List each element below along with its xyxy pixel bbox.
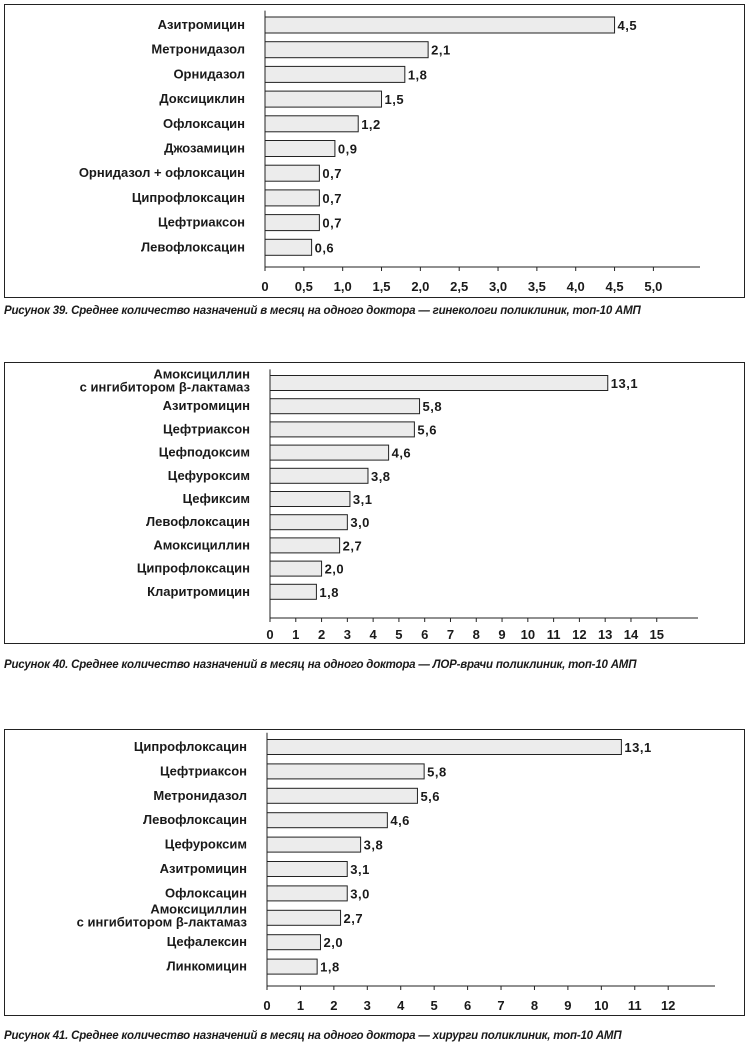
category-label: Ципрофлоксацин	[133, 739, 247, 754]
category-label: Орнидазол	[173, 66, 245, 82]
x-tick-label: 8	[472, 627, 480, 642]
chart-panel-40	[4, 362, 745, 644]
data-label: 3,8	[363, 837, 384, 853]
bar	[270, 468, 368, 483]
data-label: 3,0	[350, 886, 370, 902]
data-label: 0,7	[322, 166, 342, 182]
category-label: Кларитромицин	[147, 583, 250, 599]
category-label: Цефалексин	[166, 934, 247, 950]
x-tick-label: 11	[627, 998, 642, 1013]
data-label: 13,1	[610, 376, 639, 391]
category-label: Левофлоксацин	[141, 239, 245, 255]
category-label: Цефтриаксон	[158, 214, 245, 230]
data-label: 13,1	[624, 740, 652, 755]
data-label: 2,1	[431, 42, 451, 58]
bar	[267, 788, 417, 803]
chart-panel-39	[4, 4, 745, 298]
category-label: Азитромицин	[162, 398, 250, 414]
bar	[267, 886, 347, 901]
bar	[265, 42, 428, 58]
x-tick-label: 1,0	[333, 279, 352, 294]
x-tick-label: 9	[498, 627, 506, 642]
chart-caption-40: Рисунок 40. Среднее количество назначений в месяц на одного доктора — ЛОР-врачи поликлиник, топ-10 АМП	[4, 659, 637, 671]
chart-svg-41	[5, 730, 746, 1017]
category-label: Цефиксим	[182, 491, 250, 506]
x-tick-label: 0	[266, 627, 274, 642]
x-tick-label: 5	[430, 998, 438, 1013]
data-label: 5,6	[420, 788, 441, 804]
data-label: 1,8	[319, 584, 339, 600]
bar	[265, 17, 615, 33]
category-label: Амоксициллин	[150, 901, 247, 917]
x-tick-label: 13	[597, 627, 613, 642]
x-tick-label: 1	[296, 998, 305, 1013]
bar	[265, 141, 335, 157]
data-label: 4,5	[617, 18, 638, 33]
data-label: 0,7	[322, 190, 342, 206]
chart-caption-41: Рисунок 41. Среднее количество назначений в месяц на одного доктора — хирурги поликлиник, топ-10 АМП	[4, 1030, 622, 1042]
x-tick-label: 12	[572, 627, 587, 642]
category-label: с ингибитором β-лактамаз	[76, 914, 247, 930]
x-tick-label: 4	[369, 627, 377, 642]
data-label: 5,8	[427, 764, 447, 780]
bar	[267, 959, 317, 974]
data-label: 3,1	[352, 492, 373, 507]
category-label: Ципрофлоксацин	[136, 560, 250, 576]
bar	[265, 239, 312, 255]
x-tick-label: 0	[261, 279, 269, 294]
category-label: Метронидазол	[151, 41, 245, 57]
bar	[270, 445, 389, 460]
x-tick-label: 4,5	[605, 279, 624, 294]
data-label: 2,0	[323, 935, 344, 951]
category-label: Цефтриаксон	[163, 421, 250, 437]
x-tick-label: 12	[660, 998, 676, 1013]
category-label: Линкомицин	[166, 958, 247, 974]
data-label: 5,6	[417, 422, 437, 438]
data-label: 3,0	[350, 515, 370, 531]
bar	[267, 813, 387, 828]
x-tick-label: 14	[623, 627, 639, 642]
category-label: Цефтриаксон	[160, 763, 247, 779]
bar	[265, 165, 319, 181]
bar	[267, 862, 347, 877]
x-tick-label: 3	[363, 998, 371, 1013]
bar	[265, 215, 319, 231]
bar	[265, 116, 358, 132]
chart-panel-41	[4, 729, 745, 1016]
bar	[265, 66, 405, 82]
data-label: 3,8	[370, 468, 391, 484]
x-tick-label: 5,0	[644, 279, 663, 294]
data-label: 1,2	[361, 116, 381, 132]
x-tick-label: 15	[649, 627, 664, 642]
bar	[267, 935, 320, 950]
category-label: Азитромицин	[159, 861, 247, 876]
data-label: 2,7	[342, 538, 363, 554]
data-label: 1,8	[320, 959, 340, 975]
category-label: Ципрофлоксацин	[131, 189, 245, 205]
x-tick-label: 8	[530, 998, 539, 1013]
x-tick-label: 3,5	[527, 279, 546, 294]
category-label: Цефподоксим	[158, 444, 250, 460]
data-label: 4,6	[391, 445, 412, 461]
bar	[267, 910, 341, 925]
bar	[267, 740, 621, 755]
bar	[265, 91, 382, 107]
x-tick-label: 7	[497, 998, 505, 1013]
data-label: 1,5	[384, 92, 405, 108]
category-label: Метронидазол	[153, 787, 247, 803]
bar	[270, 399, 420, 414]
category-label: Цефуроксим	[164, 836, 247, 852]
category-label: Левофлоксацин	[146, 514, 250, 530]
data-label: 0,6	[314, 240, 335, 256]
data-label: 4,6	[390, 813, 410, 829]
x-tick-label: 3	[343, 627, 351, 642]
x-tick-label: 4	[397, 998, 405, 1013]
chart-caption-39: Рисунок 39. Среднее количество назначений в месяц на одного доктора — гинекологи поликлиник, топ-10 АМП	[4, 305, 641, 317]
category-label: Доксициклин	[159, 91, 245, 107]
x-tick-label: 6	[463, 998, 472, 1013]
x-tick-label: 2,0	[411, 279, 430, 294]
x-tick-label: 2	[317, 627, 326, 642]
x-tick-label: 7	[446, 627, 455, 642]
bar	[270, 561, 322, 576]
bar	[265, 190, 319, 206]
data-label: 2,7	[343, 910, 364, 926]
category-label: Орнидазол + офлоксацин	[78, 165, 245, 181]
category-label: Джозамицин	[164, 140, 245, 156]
x-tick-label: 5	[395, 627, 403, 642]
bar	[267, 837, 361, 852]
x-tick-label: 1,5	[372, 279, 391, 294]
category-label: Офлоксацин	[163, 115, 245, 131]
x-tick-label: 2,5	[450, 279, 469, 294]
x-tick-label: 11	[546, 627, 561, 642]
x-tick-label: 0,5	[294, 279, 313, 294]
category-label: Левофлоксацин	[143, 812, 247, 828]
bar	[270, 376, 608, 391]
chart-svg-40	[5, 363, 746, 645]
x-tick-label: 10	[594, 998, 609, 1013]
bar	[270, 515, 347, 530]
x-tick-label: 10	[520, 627, 536, 642]
category-label: Амоксициллин	[153, 537, 250, 553]
chart-svg-39	[5, 5, 746, 299]
x-tick-label: 6	[421, 627, 429, 642]
x-tick-label: 9	[564, 998, 572, 1013]
data-label: 5,8	[422, 399, 443, 415]
bar	[270, 538, 340, 553]
category-label: Амоксициллин	[153, 366, 250, 382]
x-tick-label: 2	[330, 998, 338, 1013]
bar	[270, 422, 414, 437]
bar	[270, 584, 316, 599]
x-tick-label: 3,0	[488, 279, 508, 294]
data-label: 1,8	[407, 67, 428, 83]
category-label: Цефуроксим	[167, 467, 250, 483]
x-tick-label: 4,0	[566, 279, 585, 294]
x-tick-label: 0	[263, 998, 271, 1013]
category-label: Азитромицин	[157, 17, 245, 32]
bar	[267, 764, 424, 779]
data-label: 3,1	[350, 862, 370, 877]
category-label: Офлоксацин	[165, 885, 247, 901]
data-label: 2,0	[324, 561, 345, 577]
data-label: 0,9	[337, 141, 358, 157]
bar	[270, 492, 350, 507]
category-label: с ингибитором β-лактамаз	[79, 379, 250, 395]
x-tick-label: 1	[292, 627, 300, 642]
data-label: 0,7	[322, 215, 342, 231]
